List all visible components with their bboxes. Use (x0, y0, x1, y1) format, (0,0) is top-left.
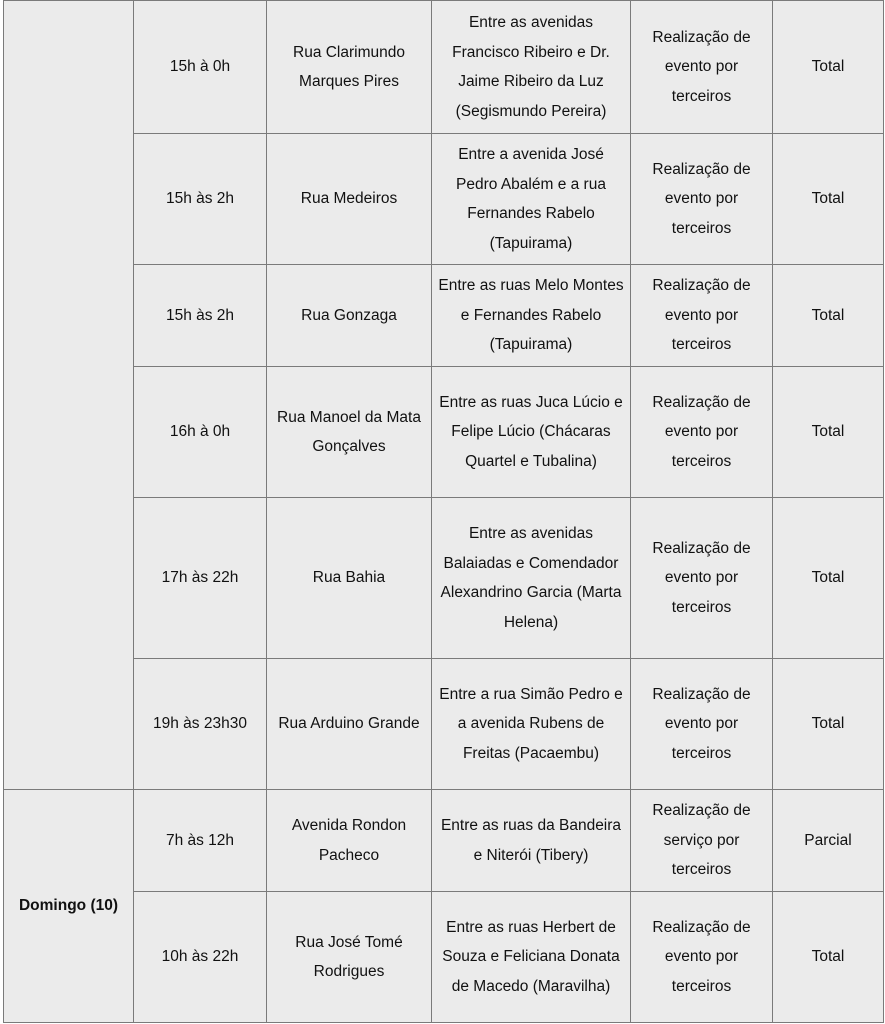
reason-cell: Realização de evento por terceiros (631, 659, 773, 790)
street-cell: Rua Clarimundo Marques Pires (267, 1, 432, 134)
road-closure-table (3, 0, 884, 1023)
table-row (4, 892, 884, 1023)
time-cell: 19h às 23h30 (134, 659, 267, 790)
table-row (4, 790, 884, 892)
time-cell: 15h à 0h (134, 1, 267, 134)
table-row (4, 367, 884, 498)
stretch-cell: Entre as ruas Juca Lúcio e Felipe Lúcio (Chácaras Quartel e Tubalina) (432, 367, 631, 498)
time-cell: 15h às 2h (134, 134, 267, 265)
blockage-cell: Total (773, 367, 884, 498)
blockage-cell: Parcial (773, 790, 884, 892)
street-cell: Rua Arduino Grande (267, 659, 432, 790)
blockage-cell: Total (773, 134, 884, 265)
street-cell: Avenida Rondon Pacheco (267, 790, 432, 892)
table-row (4, 498, 884, 659)
street-cell: Rua Bahia (267, 498, 432, 659)
day-cell (4, 1, 134, 790)
stretch-cell: Entre a rua Simão Pedro e a avenida Rubens de Freitas (Pacaembu) (432, 659, 631, 790)
blockage-cell: Total (773, 498, 884, 659)
stretch-cell: Entre as avenidas Francisco Ribeiro e Dr. Jaime Ribeiro da Luz (Segismundo Pereira) (432, 1, 631, 134)
table-row (4, 265, 884, 367)
time-cell: 16h à 0h (134, 367, 267, 498)
street-cell: Rua José Tomé Rodrigues (267, 892, 432, 1023)
reason-cell: Realização de evento por terceiros (631, 1, 773, 134)
blockage-cell: Total (773, 1, 884, 134)
time-cell: 10h às 22h (134, 892, 267, 1023)
table-row (4, 134, 884, 265)
reason-cell: Realização de evento por terceiros (631, 134, 773, 265)
blockage-cell: Total (773, 659, 884, 790)
reason-cell: Realização de evento por terceiros (631, 892, 773, 1023)
stretch-cell: Entre a avenida José Pedro Abalém e a rua Fernandes Rabelo (Tapuirama) (432, 134, 631, 265)
blockage-cell: Total (773, 892, 884, 1023)
stretch-cell: Entre as ruas Herbert de Souza e Feliciana Donata de Macedo (Maravilha) (432, 892, 631, 1023)
stretch-cell: Entre as avenidas Balaiadas e Comendador Alexandrino Garcia (Marta Helena) (432, 498, 631, 659)
reason-cell: Realização de evento por terceiros (631, 265, 773, 367)
blockage-cell: Total (773, 265, 884, 367)
reason-cell: Realização de evento por terceiros (631, 367, 773, 498)
time-cell: 15h às 2h (134, 265, 267, 367)
street-cell: Rua Manoel da Mata Gonçalves (267, 367, 432, 498)
time-cell: 17h às 22h (134, 498, 267, 659)
stretch-cell: Entre as ruas da Bandeira e Niterói (Tibery) (432, 790, 631, 892)
stretch-cell: Entre as ruas Melo Montes e Fernandes Rabelo (Tapuirama) (432, 265, 631, 367)
reason-cell: Realização de serviço por terceiros (631, 790, 773, 892)
street-cell: Rua Medeiros (267, 134, 432, 265)
table-row (4, 659, 884, 790)
day-cell: Domingo (10) (4, 790, 134, 1023)
reason-cell: Realização de evento por terceiros (631, 498, 773, 659)
time-cell: 7h às 12h (134, 790, 267, 892)
table-row (4, 1, 884, 134)
street-cell: Rua Gonzaga (267, 265, 432, 367)
